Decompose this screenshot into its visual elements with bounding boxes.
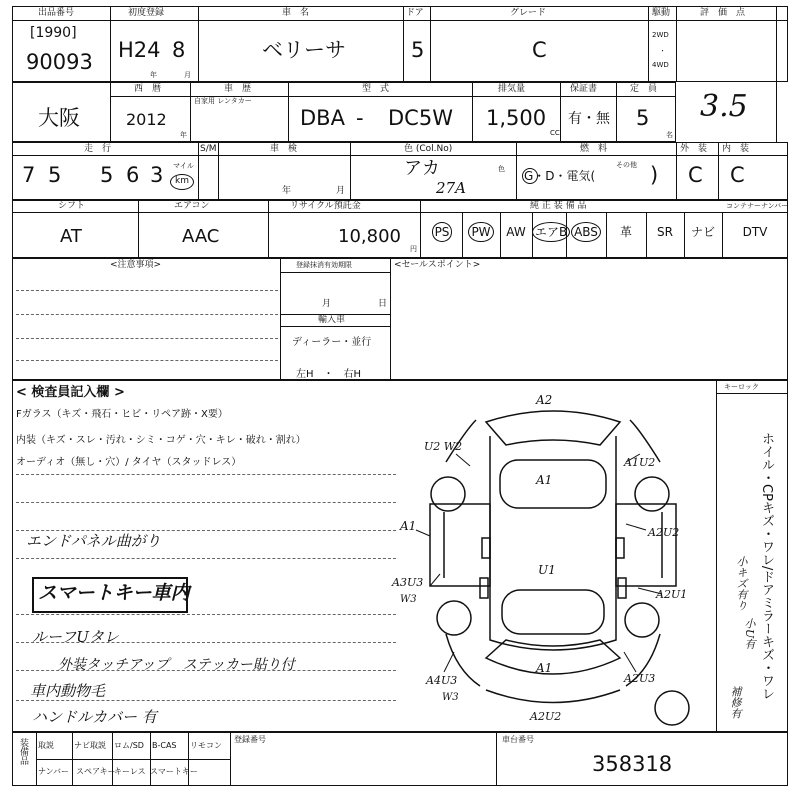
wheel-rear-right [625, 603, 659, 637]
reg-number-label: 登録番号 [234, 735, 266, 744]
damage-marks [391, 393, 687, 723]
equipment-item-6 [646, 226, 684, 238]
equipment-item-label: 革 [619, 225, 632, 239]
first-reg-month: 8 [172, 38, 186, 62]
displacement-unit: CC [550, 129, 560, 137]
shift-label: シフト [58, 201, 86, 211]
row-1-header-divider [12, 20, 788, 21]
western-year-label: 西 暦 [134, 84, 162, 94]
equipment-item-label: SR [657, 225, 673, 239]
repaired-note: 補修有 [729, 686, 742, 719]
color-number: 27A [436, 179, 466, 197]
model-dash: - [356, 106, 364, 130]
drive-dot: ・ [659, 47, 666, 55]
car-name-label: 車 名 [282, 8, 310, 18]
mark-a2u3: A2U3 [624, 672, 656, 685]
equip-check-bottom-3: スマートキー [150, 767, 198, 776]
inspection-label: 車 検 [270, 144, 298, 154]
equipment-item-5 [606, 226, 646, 238]
first-reg-era: H24 [118, 38, 161, 62]
car-name: ベリーサ [262, 38, 346, 62]
mileage-digit-4: 6 [126, 163, 140, 187]
notes-frame [12, 258, 788, 380]
mark-w3-bottom: W3 [442, 692, 459, 703]
doors-label: ドア [406, 8, 424, 18]
container-label: コンテナーナンバー [726, 202, 789, 210]
recycle-label: リサイクル預託金 [290, 201, 361, 211]
reg-expiry-day: 日 [378, 299, 388, 309]
first-reg-year-unit: 年 [150, 71, 157, 79]
mark-a4u3: A4U3 [426, 674, 458, 687]
reg-expiry-month: 月 [322, 299, 332, 309]
equip-check-bottom-2: キーレス [114, 767, 146, 776]
equip-check-top-1: ナビ取説 [74, 741, 106, 750]
mileage-digit-5: 3 [150, 163, 164, 187]
warranty-value: 有・無 [568, 111, 610, 127]
displacement-label: 排気量 [498, 84, 526, 94]
meter-label: S/M [200, 144, 217, 154]
lot-prefix: [1990] [30, 25, 77, 41]
shift-value: AT [60, 226, 82, 247]
mileage-digit-2: 5 [48, 163, 62, 187]
equip-check-bottom-1: スペアキー [76, 767, 116, 776]
model-prefix: DBA [300, 106, 345, 130]
ac-value: AAC [182, 226, 220, 247]
first-reg-label: 初度登録 [128, 8, 165, 18]
equip-check-top-3: B-CAS [152, 741, 177, 750]
frame-number: 358318 [592, 752, 673, 776]
steering-side: 左H ・ 右H [296, 369, 362, 380]
mark-top: A2 [536, 393, 553, 407]
wheel-front-right [635, 477, 669, 511]
equipment-label: 純 正 装 備 品 [530, 201, 587, 211]
mileage-digit-1: 7 [22, 163, 36, 187]
equip-label: 装備品 [18, 738, 28, 765]
capacity-unit: 名 [666, 131, 673, 139]
interior-grade: C [730, 163, 745, 187]
inspection-month-unit: 月 [336, 186, 346, 196]
key-lock-label: キーロック [724, 383, 759, 391]
audio-tire-line: オーディオ（無し・穴）/ タイヤ（スタッドレス） [16, 457, 242, 468]
mark-w3-left: W3 [400, 594, 417, 605]
equipment-item-8 [722, 226, 788, 238]
inspector-title: < 検査員記入欄 > [16, 385, 125, 400]
recycle-value: 10,800 [338, 226, 401, 247]
fuel-options: G・D・電気( [524, 169, 596, 183]
wheel-group [431, 477, 689, 725]
equip-check-top-4: リモコン [190, 741, 222, 750]
mark-a2u2-bottom: A2U2 [530, 710, 562, 723]
drive-2wd: 2WD [652, 31, 669, 39]
interior-label: 内 装 [722, 144, 750, 154]
mileage-digit-3: 5 [100, 163, 114, 187]
mark-a2u1: A2U1 [656, 588, 688, 601]
doors: 5 [411, 38, 425, 62]
equip-check-top-0: 取説 [38, 741, 54, 750]
equipment-item-0 [422, 226, 462, 242]
mark-a1-front: A1 [536, 473, 553, 487]
import-label: 輸入車 [318, 315, 346, 325]
vehicle-history-sub: 自家用 レンタカー [194, 97, 252, 105]
equipment-item-label: ナビ [690, 225, 715, 239]
note-steering-cover: ハンドルカバー 有 [32, 708, 157, 726]
equip-check-bottom-0: ナンバー [38, 767, 70, 776]
recycle-yen: 円 [410, 245, 417, 253]
equipment-item-label: PS [432, 222, 453, 242]
color-kanji: 色 [498, 165, 505, 173]
interior-line: 内装（キズ・スレ・汚れ・シミ・コゲ・穴・キレ・破れ・割れ） [16, 435, 306, 446]
model-code: DC5W [388, 106, 453, 130]
mark-a1u2: A1U2 [624, 456, 656, 469]
equipment-item-label: DTV [742, 225, 768, 239]
mileage-label: 走 行 [84, 144, 112, 154]
windshield-line: Fガラス（キズ・飛石・ヒビ・リペア跡・X要） [16, 409, 228, 420]
note-roof-dent: ルーフUタレ [32, 628, 119, 646]
year-value: 2012 [126, 110, 167, 129]
km-unit: km [170, 174, 194, 190]
spare-wheel [655, 691, 689, 725]
wheel-front-left [431, 477, 465, 511]
mark-a1-rear: A1 [536, 661, 553, 675]
equipment-item-label: AW [506, 225, 526, 239]
note-end-panel-bent: エンドパネル曲がり [26, 532, 161, 550]
grade: C [532, 38, 547, 62]
equipment-item-7 [684, 226, 722, 238]
vehicle-history-label: 車 歴 [224, 84, 252, 94]
small-scratch-note: 小キズ有り [735, 556, 748, 611]
mark-a1-left: A1 [400, 519, 417, 533]
equip-check-top-2: ロム/SD [114, 741, 144, 750]
frame-number-label: 車台番号 [502, 735, 534, 744]
score-label: 評 価 点 [700, 8, 746, 18]
mile-unit: マイル [173, 162, 194, 170]
wheel-mirror-note: ホイル・CPキズ・ワレ/ドアミラーキズ・ワレ [759, 432, 774, 701]
dealer-parallel: ディーラー・並行 [292, 337, 372, 348]
equipment-item-label: エアB [532, 222, 570, 242]
lot-number: 90093 [26, 50, 93, 74]
sales-point-label: <セールスポイント> [394, 260, 481, 270]
mark-a2u2-right: A2U2 [648, 526, 680, 539]
mark-u2w2: U2 W2 [424, 440, 463, 453]
note-exterior-touchup: 外装タッチアップ ステッカー貼り付 [58, 657, 295, 673]
capacity-label: 定 員 [630, 84, 658, 94]
exterior-grade: C [688, 163, 703, 187]
fuel-close: ) [650, 163, 659, 187]
color-label: 色 (Col.No) [404, 144, 453, 154]
region: 大阪 [38, 106, 80, 130]
caution-label: <注意事項> [110, 260, 162, 270]
equipment-item-label: PW [468, 222, 493, 242]
equipment-item-2 [500, 226, 532, 238]
wheel-rear-left [437, 601, 471, 635]
model-label: 型 式 [362, 84, 390, 94]
drive-label: 駆動 [652, 8, 671, 18]
note-animal-hair: 車内動物毛 [30, 682, 106, 700]
displacement-value: 1,500 [486, 106, 547, 130]
car-diagram [390, 390, 716, 730]
note-smart-key: スマートキー車内 [38, 582, 190, 604]
fuel-label: 燃 料 [580, 144, 608, 154]
capacity-value: 5 [636, 106, 650, 130]
lot-label: 出品番号 [38, 8, 75, 18]
drive-4wd: 4WD [652, 61, 669, 69]
equipment-item-label: ABS [571, 222, 601, 242]
ac-label: エアコン [174, 201, 210, 211]
equipment-item-1 [462, 226, 500, 242]
fuel-other: その他 [616, 161, 637, 169]
inspection-year-unit: 年 [282, 186, 292, 196]
first-reg-month-unit: 月 [184, 71, 191, 79]
color-value: アカ [404, 158, 440, 179]
mark-u1: U1 [538, 563, 556, 577]
score-value: 3.5 [700, 89, 748, 124]
grade-label: グレード [510, 8, 547, 18]
equipment-item-3 [532, 226, 566, 242]
small-dent-note: 小U有 [743, 618, 756, 650]
fuel-gasoline-circle [522, 168, 538, 184]
reg-expiry-label: 登録抹消有効期限 [296, 261, 352, 269]
year-unit: 年 [180, 131, 187, 139]
exterior-label: 外 装 [680, 144, 708, 154]
equipment-item-4 [566, 226, 606, 242]
mark-a3u3: A3U3 [392, 576, 424, 589]
warranty-label: 保証書 [570, 84, 598, 94]
